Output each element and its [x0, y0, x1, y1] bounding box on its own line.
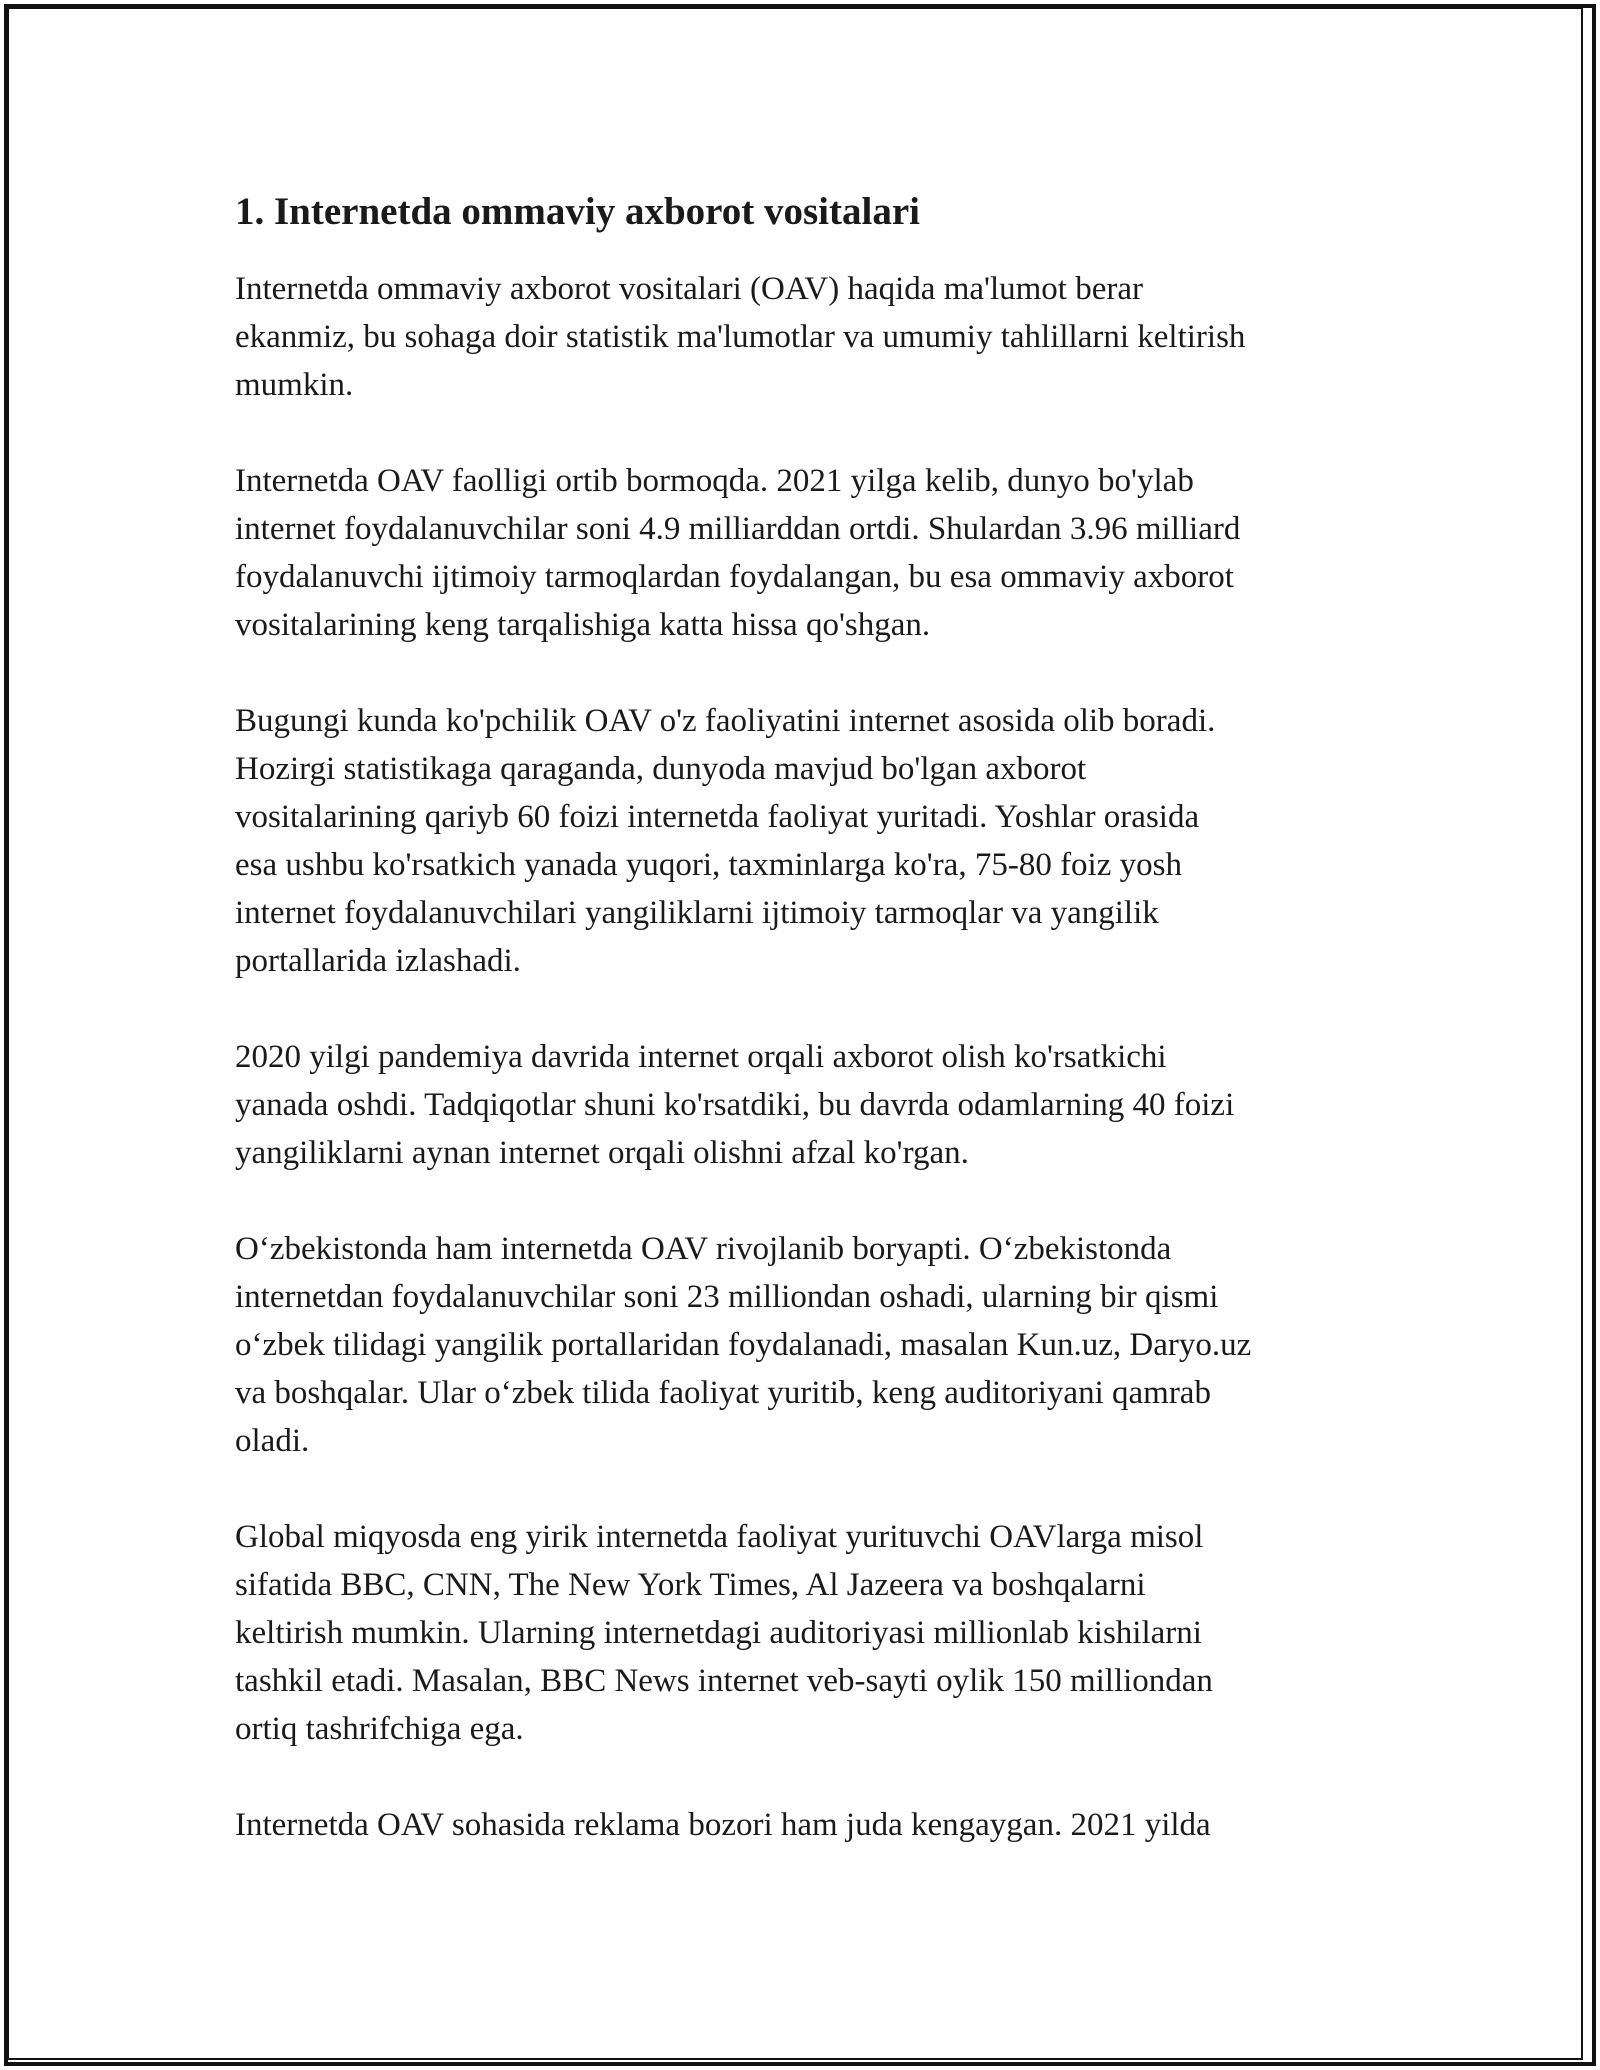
text-line: mumkin.: [235, 367, 354, 403]
page-title: 1. Internetda ommaviy axborot vositalari: [235, 190, 920, 233]
document-body: [235, 186, 1375, 1897]
text-line: internetdan foydalanuvchilar soni 23 milliondan oshadi, ularning bir qismi: [235, 1279, 1219, 1315]
text-line: vositalarining qariyb 60 foizi internetda faoliyat yuritadi. Yoshlar orasida: [235, 799, 1200, 835]
text-line: ekanmiz, bu sohaga doir statistik ma'lumotlar va umumiy tahlillarni keltirish: [235, 319, 1246, 355]
text-line: Global miqyosda eng yirik internetda faoliyat yurituvchi OAVlarga misol: [235, 1519, 1204, 1555]
text-line: tashkil etadi. Masalan, BBC News internet veb-sayti oylik 150 milliondan: [235, 1663, 1213, 1699]
text-line: portallarida izlashadi.: [235, 943, 521, 979]
paragraph-pandemic: [235, 1033, 1375, 1177]
text-line: yanada oshdi. Tadqiqotlar shuni ko'rsatdiki, bu davrda odamlarning 40 foizi: [235, 1087, 1235, 1123]
text-line: yangiliklarni aynan internet orqali olishni afzal ko'rgan.: [235, 1135, 969, 1171]
text-line: internet foydalanuvchilar soni 4.9 milliarddan ortdi. Shulardan 3.96 milliard: [235, 511, 1241, 547]
paragraph-uzbekistan: [235, 1225, 1375, 1465]
text-line: Hozirgi statistikaga qaraganda, dunyoda mavjud bo'lgan axborot: [235, 751, 1087, 787]
text-line: va boshqalar. Ular o‘zbek tilida faoliyat yuritib, keng auditoriyani qamrab: [235, 1375, 1211, 1411]
text-line: Internetda OAV faolligi ortib bormoqda. 2021 yilga kelib, dunyo bo'ylab: [235, 463, 1194, 499]
paragraph-oav-online-share: [235, 697, 1375, 985]
text-line: keltirish mumkin. Ularning internetdagi auditoriyasi millionlab kishilarni: [235, 1615, 1202, 1651]
text-line: 2020 yilgi pandemiya davrida internet orqali axborot olish ko'rsatkichi: [235, 1039, 1167, 1075]
paragraph-oav-intro: [235, 265, 1375, 409]
paragraph-global-media: [235, 1513, 1375, 1753]
text-line: internet foydalanuvchilari yangiliklarni ijtimoiy tarmoqlar va yangilik: [235, 895, 1159, 931]
text-line: Internetda ommaviy axborot vositalari (OAV) haqida ma'lumot berar: [235, 271, 1143, 307]
text-line: esa ushbu ko'rsatkich yanada yuqori, taxminlarga ko'ra, 75-80 foiz yosh: [235, 847, 1182, 883]
text-line: Bugungi kunda ko'pchilik OAV o'z faoliyatini internet asosida olib boradi.: [235, 703, 1216, 739]
paragraph-internet-users: [235, 457, 1375, 649]
paragraph-advertising: [235, 1801, 1375, 1849]
text-line: oladi.: [235, 1423, 310, 1459]
text-line: foydalanuvchi ijtimoiy tarmoqlardan foydalangan, bu esa ommaviy axborot: [235, 559, 1234, 595]
text-line: sifatida BBC, CNN, The New York Times, Al Jazeera va boshqalarni: [235, 1567, 1146, 1603]
text-line: vositalarining keng tarqalishiga katta hissa qo'shgan.: [235, 607, 931, 643]
text-line: Internetda OAV sohasida reklama bozori ham juda kengaygan. 2021 yilda: [235, 1807, 1211, 1843]
text-line: O‘zbekistonda ham internetda OAV rivojlanib boryapti. O‘zbekistonda: [235, 1231, 1172, 1267]
text-line: o‘zbek tilidagi yangilik portallaridan foydalanadi, masalan Kun.uz, Daryo.uz: [235, 1327, 1252, 1363]
text-line: ortiq tashrifchiga ega.: [235, 1711, 524, 1747]
